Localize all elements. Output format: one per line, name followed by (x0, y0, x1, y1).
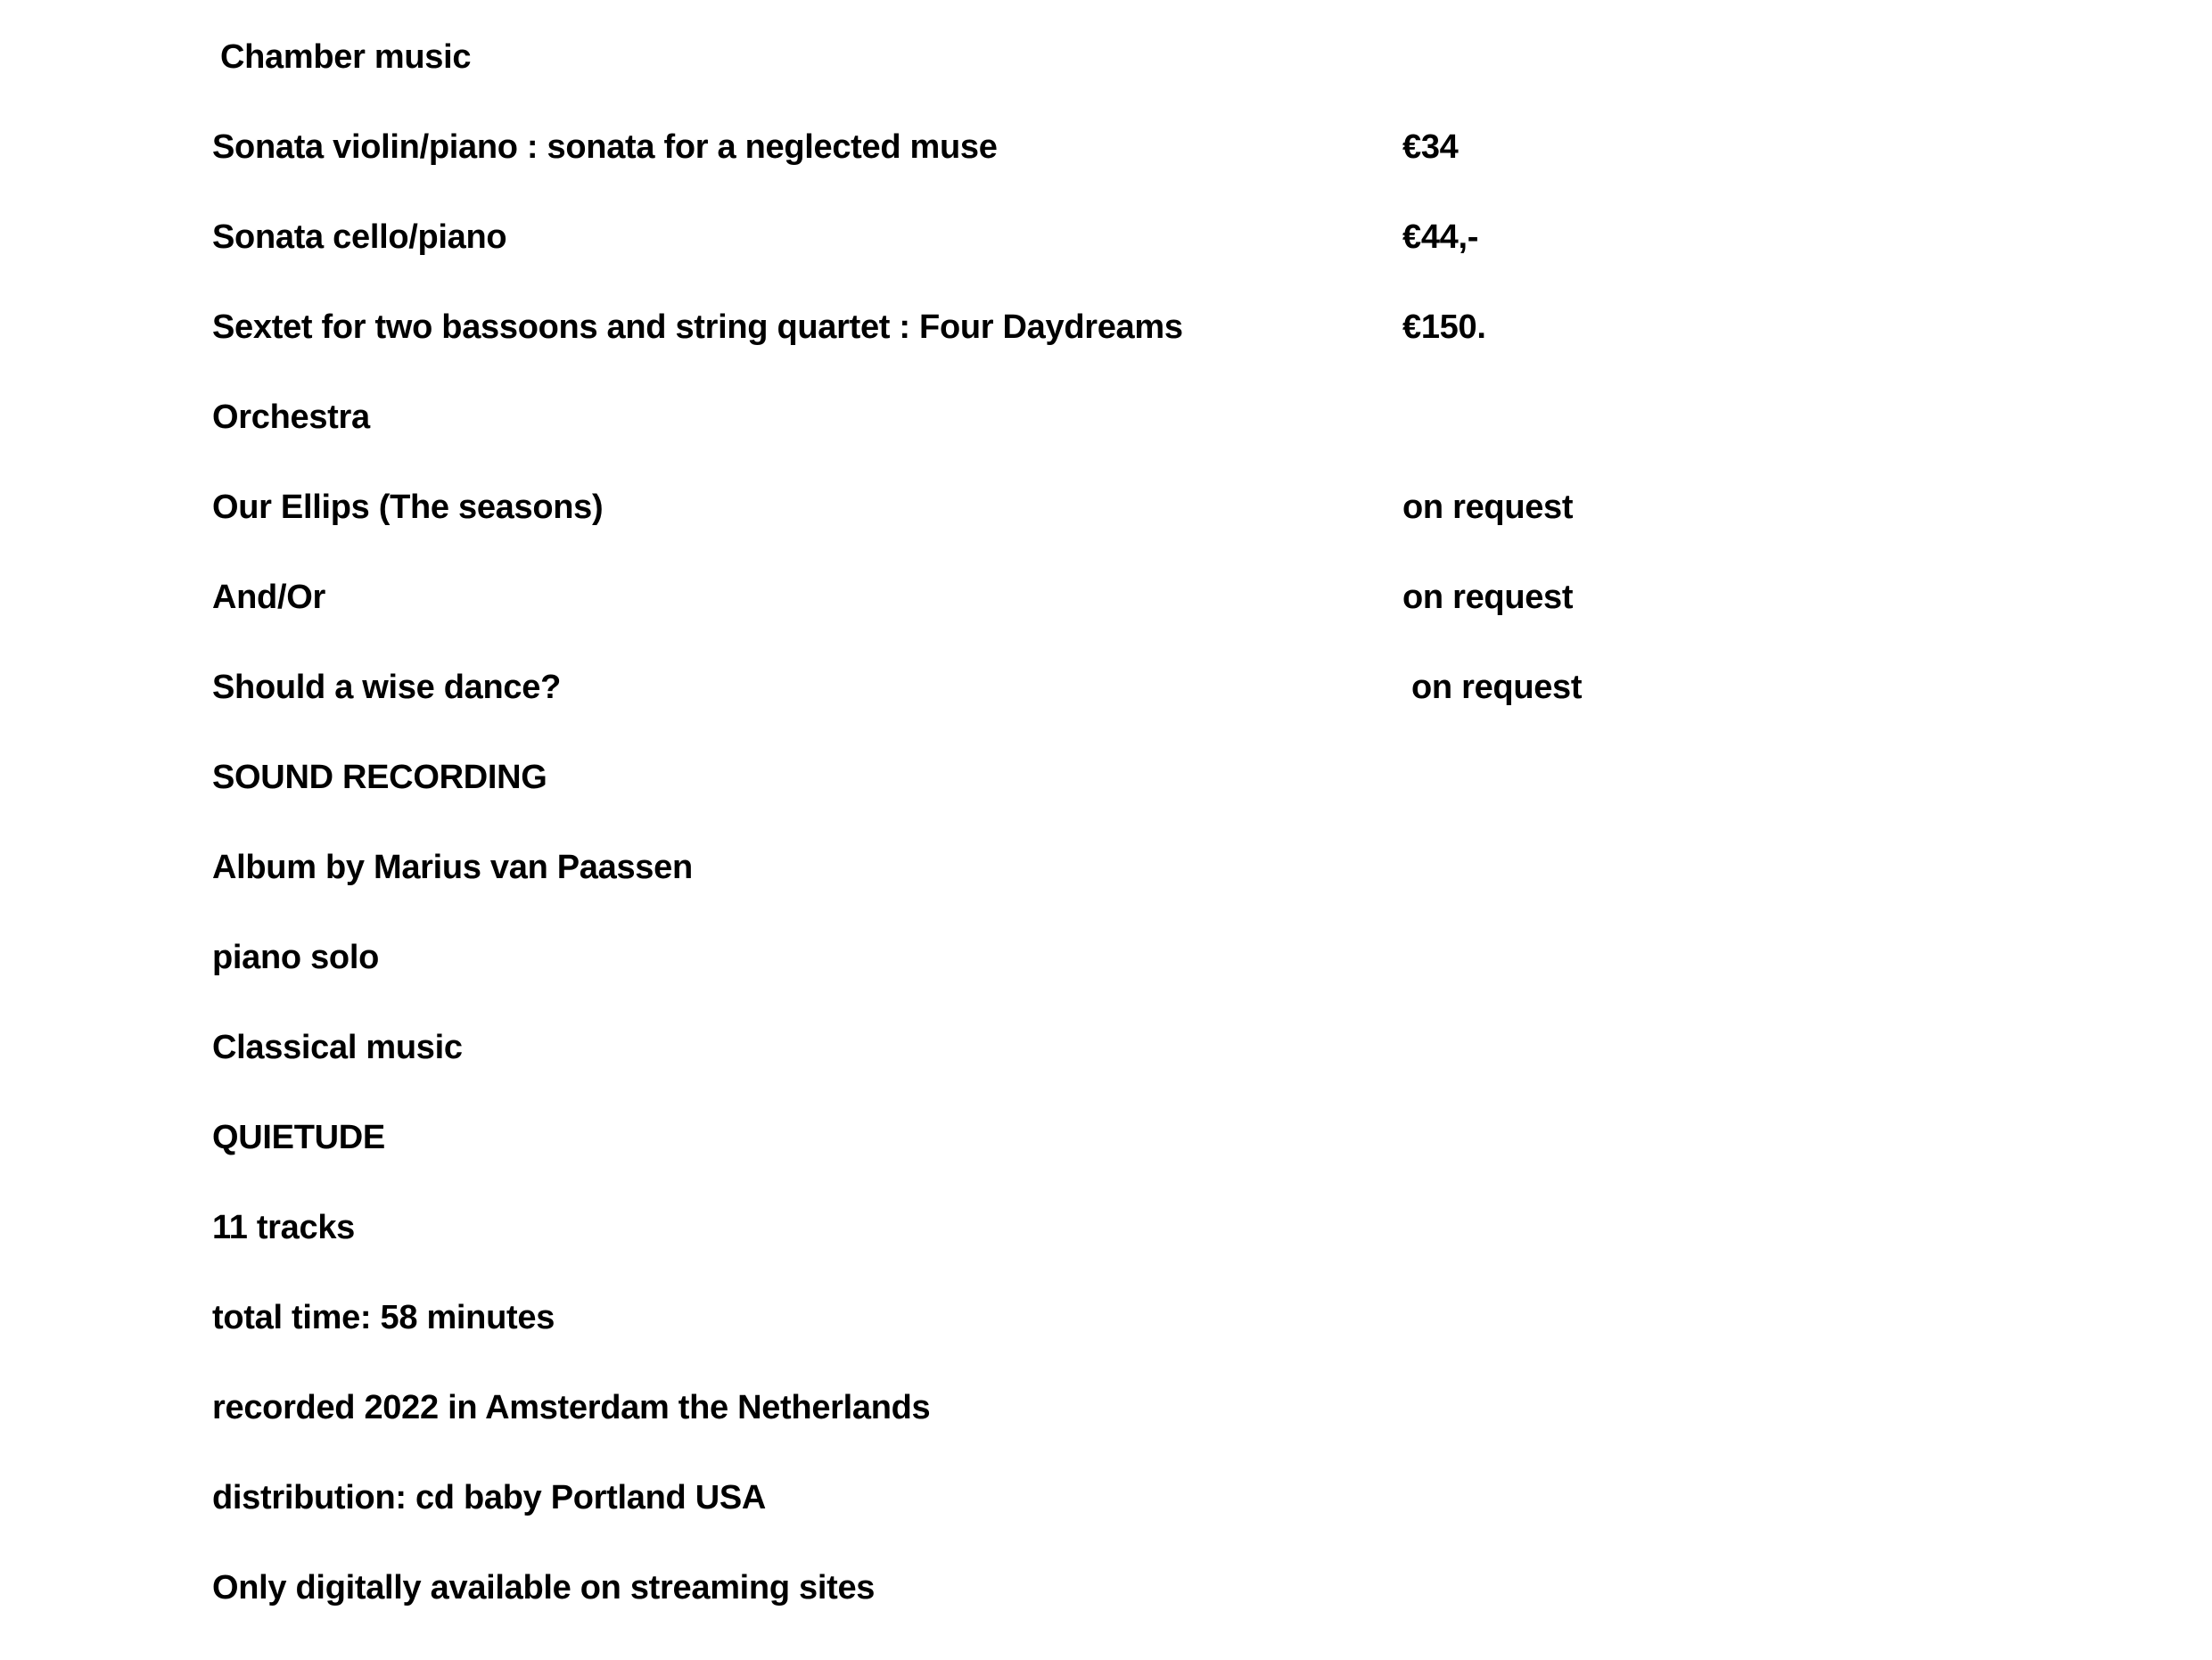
item-price: on request (1402, 579, 1574, 616)
orchestra-heading-row (0, 390, 2212, 444)
item-price: €150. (1402, 308, 1486, 346)
recording-text: Only digitally available on streaming sites (212, 1569, 876, 1607)
recording-text: distribution: cd baby Portland USA (212, 1479, 767, 1516)
item-price: on request (1402, 489, 1574, 526)
recording-text: recorded 2022 in Amsterdam the Netherlands (212, 1389, 931, 1426)
recording-text: 11 tracks (212, 1209, 356, 1246)
item-title: Sonata violin/piano : sonata for a neglected muse (212, 128, 998, 166)
recording-heading-row (0, 751, 2212, 804)
recording-text: Album by Marius van Paassen (212, 849, 693, 886)
item-price: on request (1411, 669, 1583, 706)
item-price: €44,- (1402, 218, 1479, 256)
item-price: €34 (1402, 128, 1459, 166)
chamber-heading-row (0, 30, 2212, 84)
section-heading-recording: SOUND RECORDING (212, 759, 547, 796)
item-title: Our Ellips (The seasons) (212, 489, 604, 526)
section-heading-chamber: Chamber music (220, 38, 472, 76)
item-title: Sextet for two bassoons and string quartet : Four Daydreams (212, 308, 1183, 346)
album-title: QUIETUDE (212, 1119, 385, 1156)
chamber-item-row (0, 210, 2212, 264)
recording-text: total time: 58 minutes (212, 1299, 555, 1336)
recording-line (0, 1201, 2212, 1254)
section-heading-orchestra: Orchestra (212, 399, 370, 436)
recording-line (0, 1471, 2212, 1524)
recording-line (0, 931, 2212, 984)
recording-line (0, 1561, 2212, 1615)
recording-line (0, 1381, 2212, 1434)
item-title: Should a wise dance? (212, 669, 561, 706)
orchestra-item-row (0, 661, 2212, 714)
recording-line (0, 1111, 2212, 1164)
recording-text: Classical music (212, 1029, 463, 1066)
chamber-item-row (0, 300, 2212, 354)
chamber-item-row (0, 120, 2212, 174)
item-title: And/Or (212, 579, 325, 616)
orchestra-item-row (0, 571, 2212, 624)
item-title: Sonata cello/piano (212, 218, 507, 256)
recording-line (0, 1291, 2212, 1344)
recording-text: piano solo (212, 939, 380, 976)
recording-line (0, 1021, 2212, 1074)
orchestra-item-row (0, 481, 2212, 534)
recording-line (0, 841, 2212, 894)
